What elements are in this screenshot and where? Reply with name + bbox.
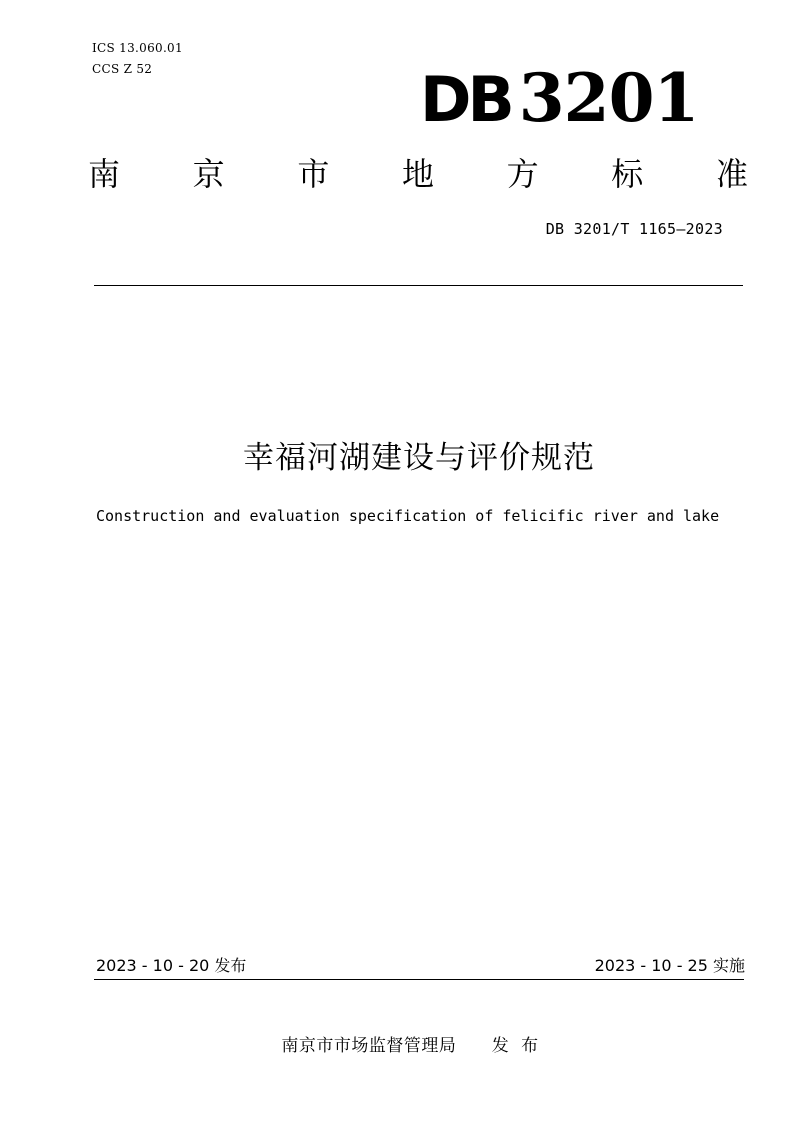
title-char: 方 bbox=[506, 155, 539, 193]
document-title-english: Construction and evaluation specification of felicific river and lake bbox=[96, 507, 720, 525]
title-char: 南 bbox=[88, 155, 121, 193]
logo-code: 3201 bbox=[518, 59, 699, 137]
title-char: 地 bbox=[401, 155, 434, 193]
standard-category-title bbox=[88, 152, 748, 196]
ics-code: ICS 13.060.01 bbox=[92, 41, 183, 55]
ccs-code: CCS Z 52 bbox=[92, 62, 153, 76]
document-title-chinese: 幸福河湖建设与评价规范 bbox=[243, 440, 595, 476]
bottom-divider bbox=[94, 979, 744, 980]
publisher-line: 南京市市场监督管理局 发 布 bbox=[281, 1036, 539, 1056]
title-char: 京 bbox=[192, 155, 225, 193]
logo-prefix: DB bbox=[420, 63, 511, 136]
implementation-date: 2023 - 10 - 25 实施 bbox=[594, 956, 745, 975]
db-logo bbox=[420, 58, 699, 138]
standard-number: DB 3201/T 1165—2023 bbox=[545, 220, 723, 238]
top-divider bbox=[94, 285, 743, 286]
title-char: 标 bbox=[611, 155, 644, 193]
issue-date: 2023 - 10 - 20 发布 bbox=[96, 956, 247, 975]
title-char: 市 bbox=[297, 155, 330, 193]
title-char: 准 bbox=[715, 155, 748, 193]
